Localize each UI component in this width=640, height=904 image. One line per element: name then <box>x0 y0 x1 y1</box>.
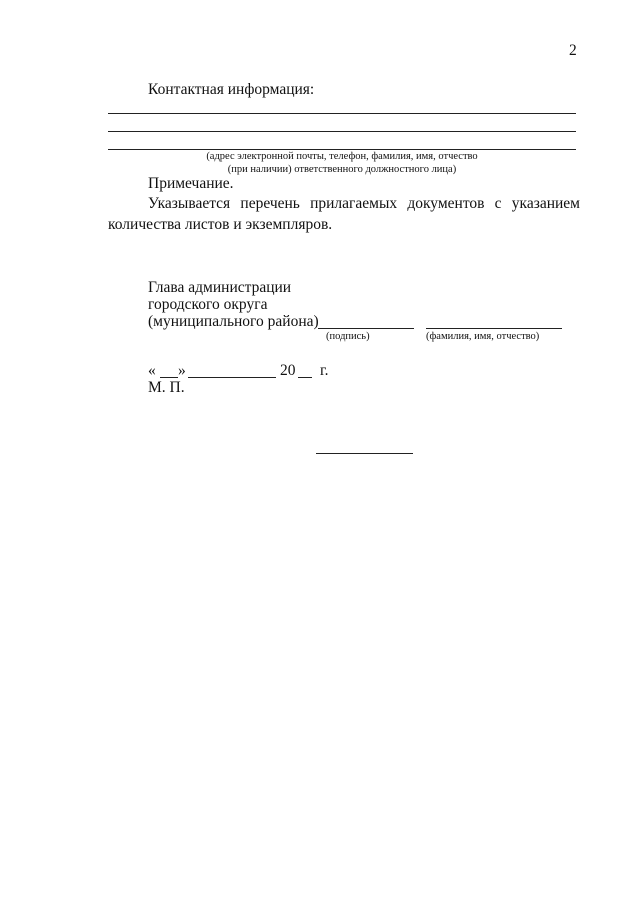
name-line <box>426 328 562 329</box>
signature-title-line-2: городского округа <box>148 296 268 313</box>
date-close-quote: » <box>178 362 186 379</box>
note-paragraph <box>108 193 580 235</box>
signature-title-line-3: (муниципального района) <box>148 313 319 330</box>
contact-line-1 <box>108 113 576 114</box>
date-open-quote: « <box>148 362 156 379</box>
signature-caption: (подпись) <box>326 331 370 342</box>
date-day-line <box>160 377 178 378</box>
page-number: 2 <box>569 42 577 59</box>
end-separator <box>316 453 413 454</box>
date-year-line <box>298 377 312 378</box>
date-year-prefix: 20 <box>280 362 296 379</box>
signature-title-line-1: Глава администрации <box>148 279 292 296</box>
contact-caption-line-1: (адрес электронной почты, телефон, фамилия, имя, отчество <box>206 151 478 162</box>
date-year-suffix: г. <box>320 362 329 379</box>
date-month-line <box>188 377 276 378</box>
signature-line <box>318 328 414 329</box>
contact-info-label: Контактная информация: <box>148 81 315 98</box>
note-text: Указывается перечень прилагаемых документов с указанием количества листов и экземпляров. <box>108 195 580 233</box>
contact-caption-line-2: (при наличии) ответственного должностного лица) <box>227 164 457 175</box>
name-caption: (фамилия, имя, отчество) <box>426 331 540 342</box>
contact-line-2 <box>108 131 576 132</box>
note-heading: Примечание. <box>148 175 234 192</box>
stamp-label: М. П. <box>148 379 185 396</box>
